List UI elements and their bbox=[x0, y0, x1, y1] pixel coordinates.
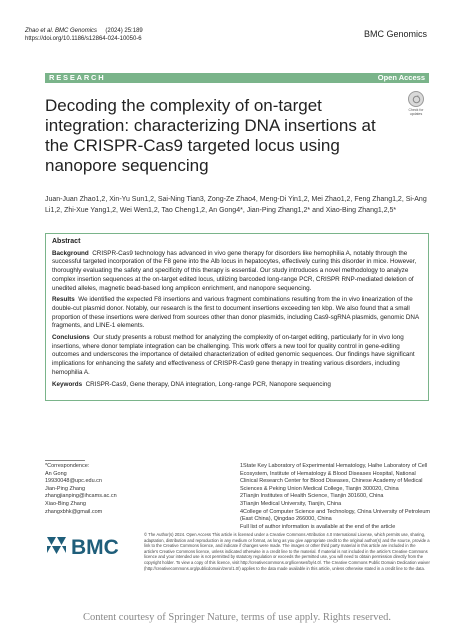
affiliation-item: 3Tianjin Medical University, Tianjin, China bbox=[240, 500, 342, 507]
correspondence-email[interactable]: 19930048@upc.edu.cn bbox=[45, 478, 102, 485]
correspondence-email[interactable]: zhangxbhk@gmail.com bbox=[45, 508, 103, 515]
affiliation-item: 2Tianjin Institutes of Health Science, Tianjin 301600, China bbox=[240, 493, 384, 500]
citation bbox=[25, 27, 143, 43]
bmc-logo-text: BMC bbox=[71, 536, 119, 559]
results-label: Results bbox=[52, 296, 75, 304]
keywords-label: Keywords bbox=[52, 380, 83, 388]
correspondence-block bbox=[45, 463, 175, 516]
correspondence-email[interactable]: zhangjianping@ihcams.ac.cn bbox=[45, 493, 117, 500]
background-text: CRISPR-Cas9 technology has advanced in vivo gene therapy for disorders like hemophilia A, notably through the successful targeted incorporation of the F8 gene into the Alb locus in hepatocytes, effectively curing this disorder in mice. However, thoroughly evaluating the safety and specificity of this therapy is essential. Our study introduces a novel methodology to analyze complex insertion sequences at the on-target edited locus, utilizing barcoded long-range PCR, CRISPR RNP-mediated deletion of unedited alleles, magnetic bead-based long amplicon enrichment, and nanopore sequencing. bbox=[52, 249, 417, 292]
abstract-background bbox=[52, 250, 422, 294]
affiliation-note: Full list of author information is available at the end of the article bbox=[240, 523, 396, 530]
doi-link[interactable]: https://doi.org/10.1186/s12864-024-10050-6 bbox=[25, 36, 142, 42]
abstract-heading: Abstract bbox=[52, 238, 81, 245]
conclusions-label: Conclusions bbox=[52, 334, 90, 342]
journal-name: BMC Genomics bbox=[363, 29, 427, 39]
correspondence-name: Xiao-Bing Zhang bbox=[45, 500, 86, 507]
check-for-updates-label: Check for updates bbox=[408, 108, 424, 116]
citation-volume: (2024) 25:189 bbox=[105, 28, 143, 34]
check-for-updates-icon bbox=[408, 91, 424, 107]
keywords-text: CRISPR-Cas9, Gene therapy, DNA integration, Long-range PCR, Nanopore sequencing bbox=[85, 380, 331, 388]
check-for-updates-button[interactable] bbox=[403, 91, 429, 115]
results-text: We identified the expected F8 insertions and various fragment combinations resulting from the in vivo linearization of the double-cut plasmid donor. Notably, our research is the first to document insertions exceeding ten kbp. We also found that a small proportion of these insertions were derived from sources other than donor plasmids, including Cas9-sgRNA plasmids, genomic DNA fragments, and LINE-1 elements. bbox=[52, 296, 419, 330]
open-access-label: Open Access bbox=[377, 73, 425, 82]
abstract-results bbox=[52, 296, 422, 331]
affiliation-item: 1State Key Laboratory of Experimental Hematology, Haihe Laboratory of Cell Ecosystem, Institute of Hematology & Blood Diseases Hospital, National Clinical Research Center for Blood Diseases, Chinese Academy of Medical Sciences & Peking Union Medical College, Tianjin 300020, China bbox=[240, 463, 428, 492]
abstract-box bbox=[45, 233, 429, 401]
bmc-logo bbox=[44, 533, 134, 559]
correspondence-name: Jian-Ping Zhang bbox=[45, 485, 86, 492]
correspondence-name: An Gong bbox=[45, 470, 67, 477]
footer-notice: Content courtesy of Springer Nature, terms of use apply. Rights reserved. bbox=[82, 612, 392, 623]
license-text: © The Author(s) 2024. Open Access This article is licensed under a Creative Commons Attribution 4.0 International License, which permits use, sharing, adaptation, distribution and reproduction in any medium or format, as long as you give appropriate credit to the original author(s) and the source, provide a link to the Creative Commons licence, and indicate if changes were made. The images or other third party material in this article are included in the article's Creative Commons licence, unless indicated otherwise in a credit line to the material. If material is not included in the article's Creative Commons licence and your intended use is not permitted by statutory regulation or exceeds the permitted use, you will need to obtain permission directly from the copyright holder. To view a copy of this licence, visit http://creativecommons.org/licenses/by/4.0/. The Creative Commons Public Domain Dedication waiver (http://creativecommons.org/publicdomain/zero/1.0/) applies to the data made available in this article, unless otherwise stated in a credit line to the data. bbox=[144, 532, 430, 571]
footnote-divider bbox=[45, 460, 85, 461]
article-title: Decoding the complexity of on-target integration: characterizing DNA insertions at the CRISPR-Cas9 targeted locus using nanopore sequencing bbox=[45, 96, 376, 175]
author-list: Juan-Juan Zhao1,2, Xin-Yu Sun1,2, Sai-Ning Tian3, Zong-Ze Zhao4, Meng-Di Yin1,2, Mei Zhao1,2, Feng Zhang1,2, Si-Ang Li1,2, Zhi-Xue Yang1,2, Wei Wen1,2, Tao Cheng1,2, An Gong4*, Jian-Ping Zhang1,2* and Xiao-Bing Zhang1,2,5* bbox=[45, 196, 427, 214]
section-band bbox=[45, 73, 429, 83]
section-label: RESEARCH bbox=[49, 73, 106, 82]
abstract-keywords bbox=[52, 381, 422, 390]
conclusions-text: Our study presents a robust method for analyzing the complexity of on-target editing, particularly for in vivo long insertions, where donor template integration can be challenging. This work offers a new tool for quality control in gene-editing outcomes and underscores the importance of detailed characterization of edited genomic sequences. Our findings have significant implications for enhancing the safety and effectiveness of CRISPR-Cas9 gene therapy in treating various disorders, including hemophilia A. bbox=[52, 334, 415, 376]
citation-journal: Zhao et al. BMC Genomics bbox=[25, 28, 98, 34]
correspondence-heading: *Correspondence: bbox=[45, 463, 90, 469]
abstract-conclusions bbox=[52, 334, 422, 378]
background-label: Background bbox=[52, 249, 89, 257]
affiliation-item: 4College of Computer Science and Technology, China University of Petroleum (East China), Qingdao 266000, China bbox=[240, 508, 430, 523]
affiliations-block bbox=[240, 463, 430, 531]
